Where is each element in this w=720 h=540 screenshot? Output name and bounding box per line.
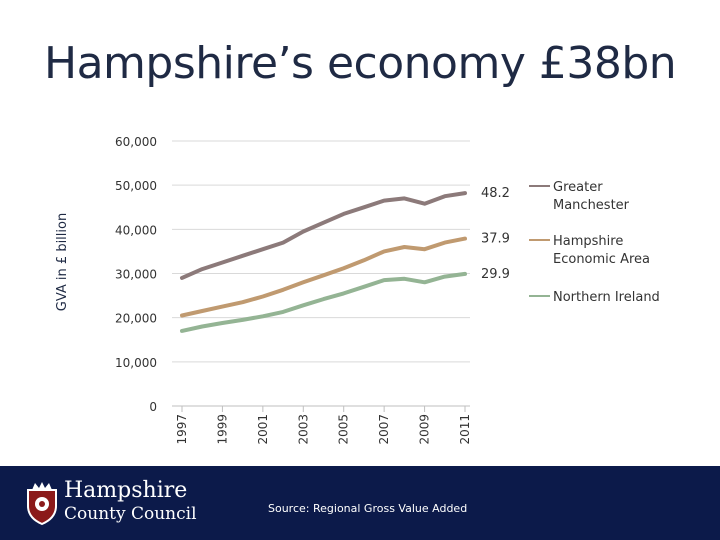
page-title: Hampshire’s economy £38bn (44, 38, 677, 89)
series-end-label: 48.2 (481, 186, 510, 202)
x-tick-label: 2003 (296, 414, 311, 445)
footer-bar (0, 466, 720, 540)
y-tick-label: 60,000 (115, 135, 157, 149)
series-line (182, 274, 465, 331)
x-tick-label: 1999 (215, 414, 230, 445)
y-tick-label: 30,000 (115, 267, 157, 282)
legend-label: Northern Ireland (553, 290, 660, 305)
legend-label: Greater (553, 180, 603, 195)
legend-label: Manchester (553, 198, 630, 213)
y-tick-label: 0 (149, 400, 157, 414)
x-tick-label: 1997 (175, 414, 189, 445)
x-tick-label: 2001 (255, 414, 270, 445)
brand-subtitle: County Council (64, 504, 197, 524)
series-line (182, 239, 465, 316)
legend-label: Economic Area (553, 252, 650, 267)
y-tick-label: 50,000 (115, 179, 157, 194)
x-tick-label: 2005 (336, 414, 351, 445)
x-tick-label: 2007 (377, 414, 392, 445)
brand-name: Hampshire (64, 478, 188, 503)
y-axis-label: GVA in £ billion (55, 212, 70, 312)
y-tick-label: 40,000 (115, 223, 157, 238)
x-tick-label: 2011 (458, 414, 472, 445)
y-tick-label: 20,000 (115, 311, 157, 326)
county-crest-logo (22, 480, 62, 526)
source-note: Source: Regional Gross Value Added (268, 502, 468, 515)
series-end-label: 37.9 (481, 231, 510, 247)
series-line (182, 193, 465, 278)
series-end-label: 29.9 (481, 266, 510, 282)
y-tick-label: 10,000 (115, 355, 157, 370)
legend-label: Hampshire (553, 234, 624, 249)
x-tick-label: 2009 (417, 414, 432, 445)
